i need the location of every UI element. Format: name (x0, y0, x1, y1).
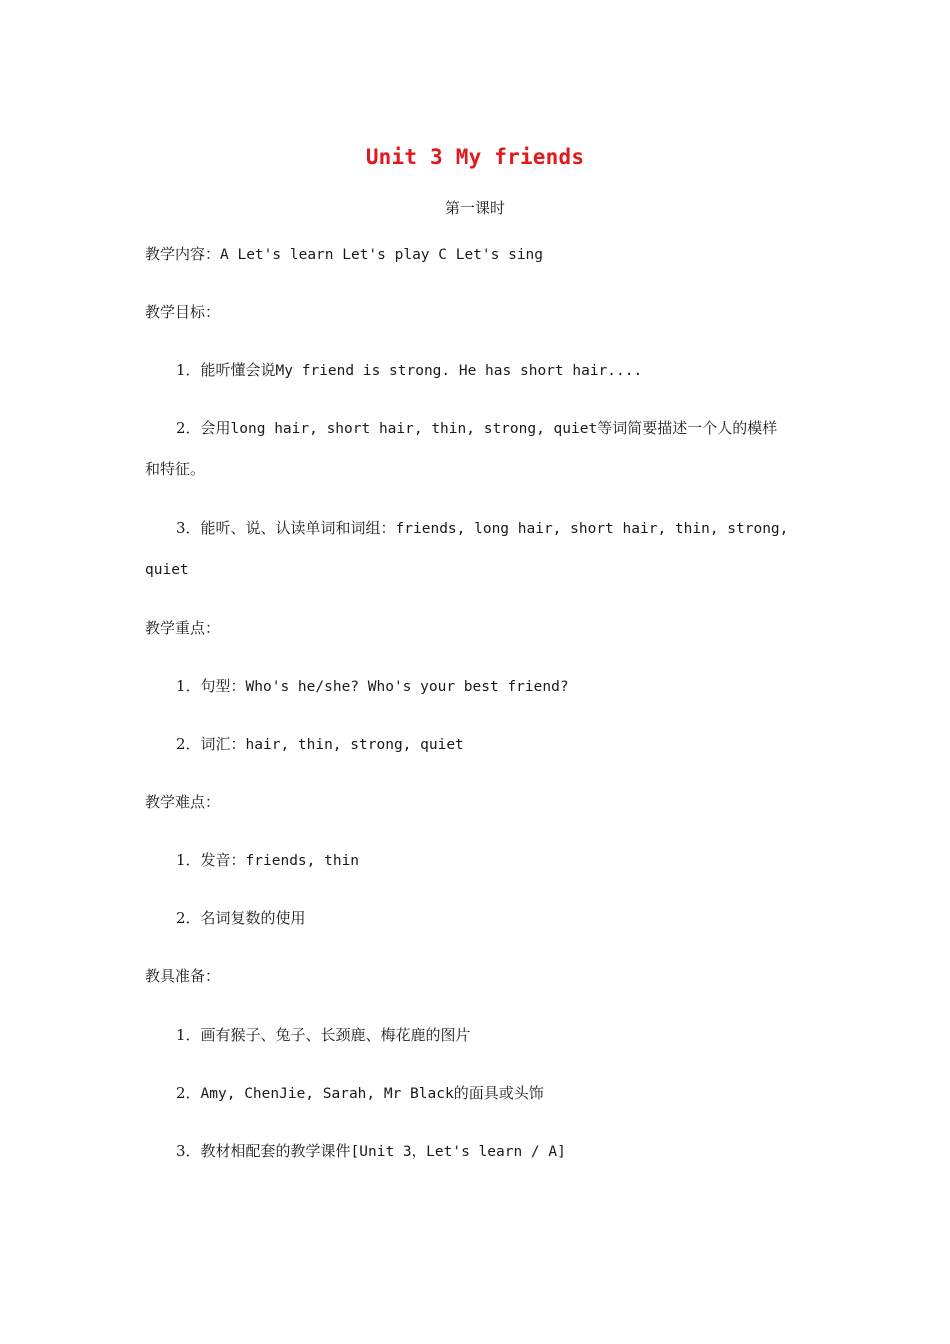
goal-item-3-continuation: quiet (145, 562, 189, 578)
goal-2-prefix: 2．会用 (176, 419, 231, 437)
difficulty-1 (176, 850, 359, 871)
goal-3-prefix: 3．能听、说、认读单词和词组： (176, 519, 396, 537)
tool-item-3 (176, 1141, 566, 1162)
document-title: Unit 3 My friends (365, 145, 585, 169)
diff-1-text: friends, thin (245, 853, 360, 869)
goals-heading: 教学目标： (145, 303, 221, 321)
tool-item-2 (176, 1083, 544, 1104)
tool-2-text: Amy, ChenJie, Sarah, Mr Black (200, 1086, 454, 1102)
goal-item-3 (176, 518, 788, 539)
tool-2-suffix: 的面具或头饰 (453, 1084, 544, 1102)
goal-1-prefix: 1．能听懂会说 (176, 361, 276, 379)
tools-heading: 教具准备： (145, 967, 221, 985)
teaching-content-line (145, 244, 543, 265)
goal-2-text: long hair, short hair, thin, strong, quiet (230, 421, 598, 437)
diff-1-prefix: 1．发音： (176, 851, 246, 869)
goal-item-1 (176, 360, 642, 381)
lesson-subtitle: 第一课时 (444, 199, 505, 217)
goal-item-2 (176, 418, 777, 439)
tool-item-1: 1．画有猴子、兔子、长颈鹿、梅花鹿的图片 (176, 1026, 471, 1044)
key-point-2 (176, 734, 464, 755)
content-value: A Let's learn Let's play C Let's sing (220, 247, 544, 263)
goal-item-2-continuation: 和特征。 (145, 460, 206, 478)
key-1-prefix: 1．句型： (176, 677, 246, 695)
goal-3-text: friends, long hair, short hair, thin, strong, (395, 521, 789, 537)
key-point-1 (176, 676, 569, 697)
key-2-prefix: 2．词汇： (176, 735, 246, 753)
key-2-text: hair, thin, strong, quiet (245, 737, 464, 753)
goal-2-suffix: 等词简要描述一个人的模样 (597, 419, 778, 437)
tool-2-prefix: 2． (176, 1084, 201, 1102)
content-label: 教学内容： (145, 245, 221, 263)
difficulty-heading: 教学难点： (145, 793, 221, 811)
difficulty-2: 2．名词复数的使用 (176, 909, 306, 927)
key-points-heading: 教学重点： (145, 619, 221, 637)
tool-3-text: [Unit 3，Let's learn / A] (350, 1144, 566, 1160)
goal-1-text: My friend is strong. He has short hair.... (275, 363, 643, 379)
key-1-text: Who's he/she? Who's your best friend? (245, 679, 569, 695)
tool-3-prefix: 3．教材相配套的教学课件 (176, 1142, 351, 1160)
